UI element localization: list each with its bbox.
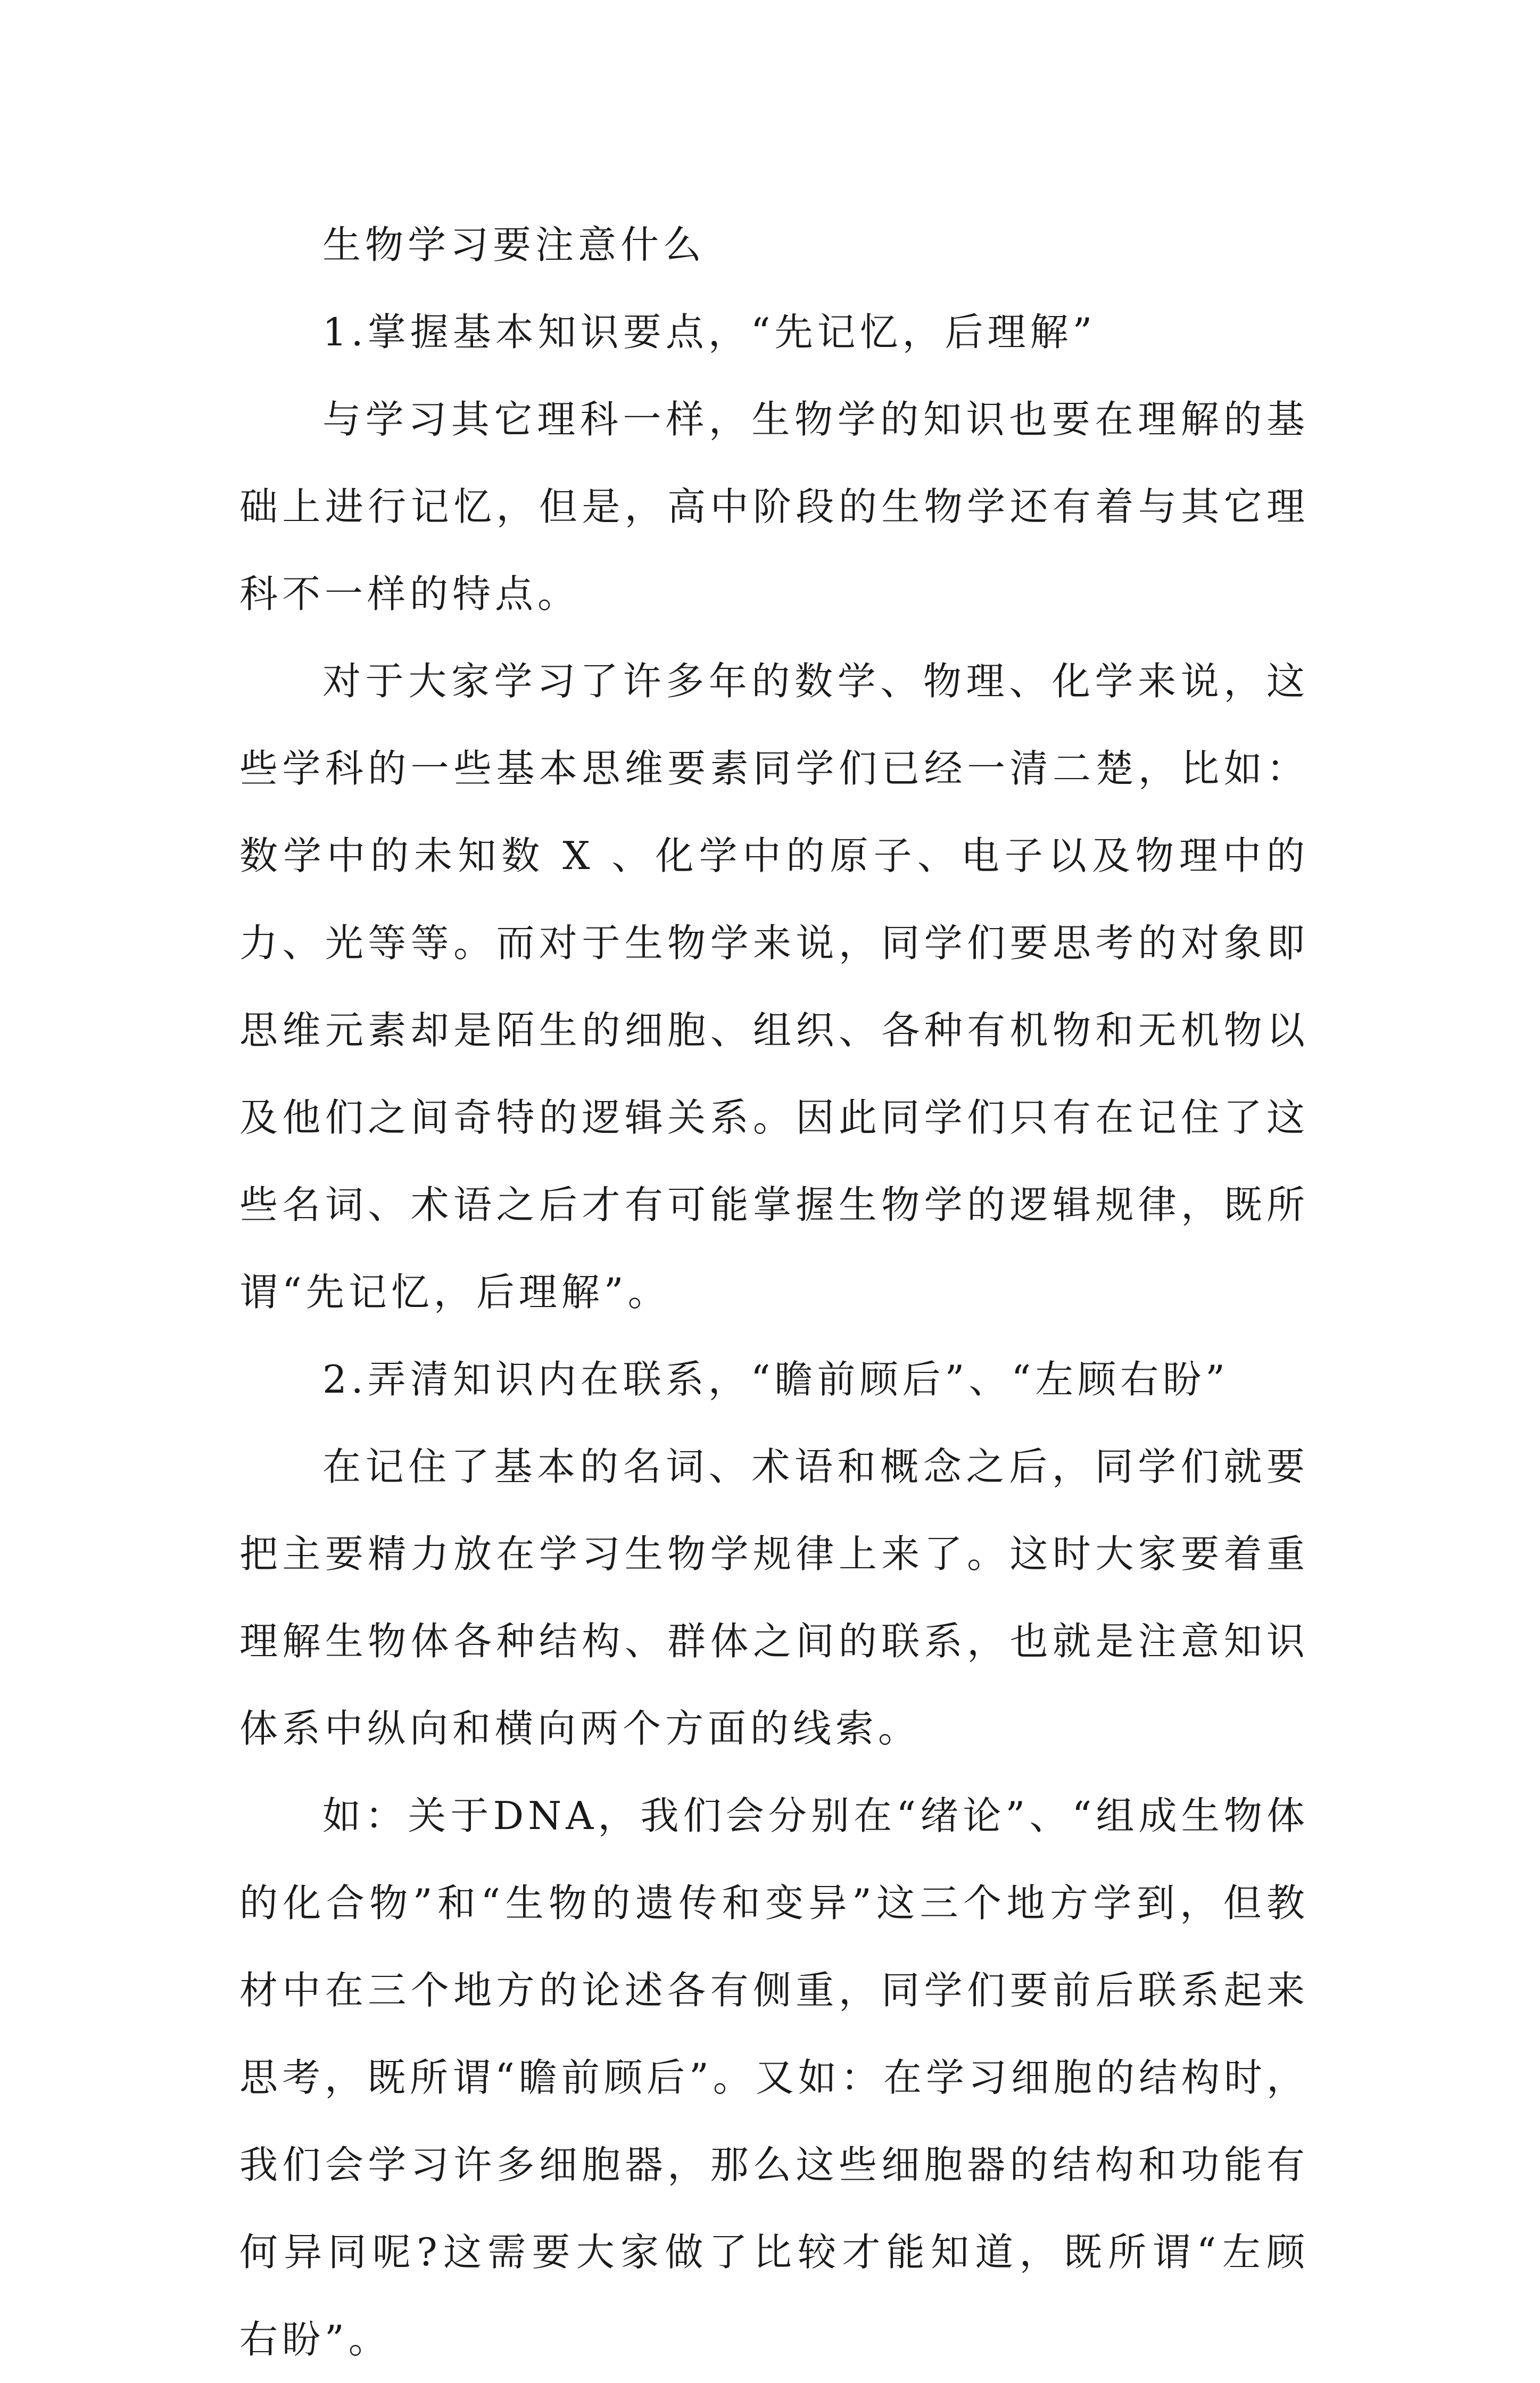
paragraph: 与学习其它理科一样，生物学的知识也要在理解的基础上进行记忆，但是，高中阶段的生物学还有着与其它理科不一样的特点。 [239, 397, 1309, 616]
document-title: 生物学习要注意什么 [322, 222, 706, 267]
paragraph: 对于大家学习了许多年的数学、物理、化学来说，这些学科的一些基本思维要素同学们已经一清二楚，比如：数学中的未知数 X 、化学中的原子、电子以及物理中的力、光等等。而对于生物学来说，同学们要思考的对象即思维元素却是陌生的细胞、组织、各种有机物和无机物以及他们之间奇特的逻辑关系。因此同学们只有在记住了这些名词、术语之后才有可能掌握生物学的逻辑规律，既所谓“先记忆，后理解”。 [239, 659, 1309, 1314]
section-heading-1: 1.掌握基本知识要点，“先记忆，后理解” [322, 310, 1097, 354]
document-body [239, 201, 1309, 2383]
paragraph: 如：关于DNA，我们会分别在“绪论”、“组成生物体的化合物”和“生物的遗传和变异”这三个地方学到，但教材中在三个地方的论述各有侧重，同学们要前后联系起来思考，既所谓“瞻前顾后”。又如：在学习细胞的结构时，我们会学习许多细胞器，那么这些细胞器的结构和功能有何异同呢?这需要大家做了比较才能知道，既所谓“左顾右盼”。 [239, 1793, 1309, 2362]
section-heading-2: 2.弄清知识内在联系，“瞻前顾后”、“左顾右盼” [322, 1357, 1229, 1402]
paragraph: 在记住了基本的名词、术语和概念之后，同学们就要把主要精力放在学习生物学规律上来了。这时大家要着重理解生物体各种结构、群体之间的联系，也就是注意知识体系中纵向和横向两个方面的线索。 [239, 1444, 1309, 1751]
